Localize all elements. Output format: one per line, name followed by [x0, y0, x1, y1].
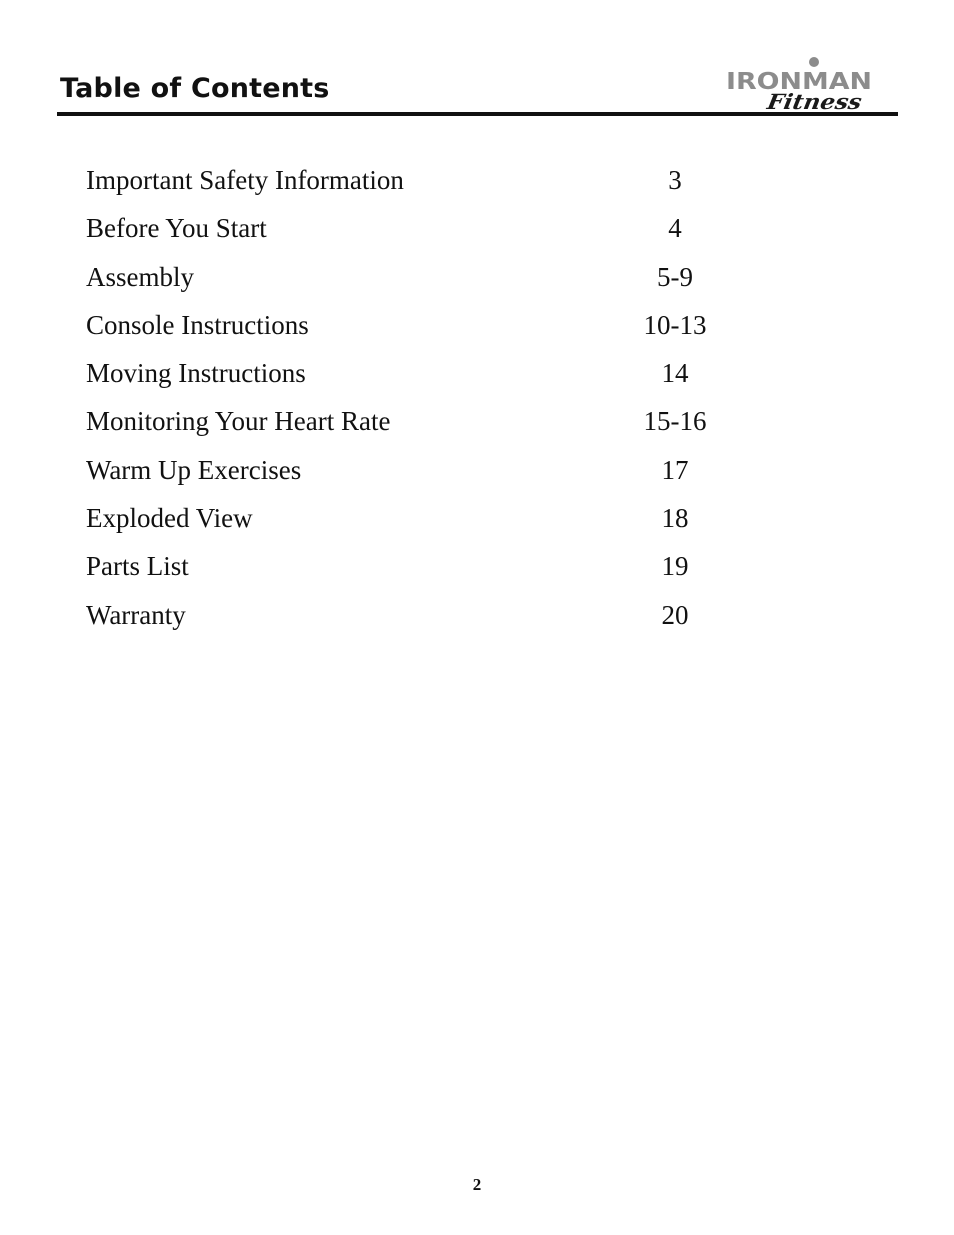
- toc-entry[interactable]: [86, 206, 786, 254]
- toc-entry[interactable]: [86, 255, 786, 303]
- toc-entry-page: 10-13: [643, 309, 707, 340]
- toc-entry-page: 3: [668, 165, 682, 195]
- page-title: Table of Contents: [60, 73, 330, 104]
- toc-entry-title: Parts List: [86, 551, 189, 582]
- toc-entry-title: Before You Start: [86, 213, 267, 244]
- toc-entry-page: 4: [668, 213, 682, 244]
- logo-dot: [809, 57, 819, 67]
- toc-entry-page: 20: [661, 599, 689, 630]
- toc-entry-page: 17: [661, 454, 689, 485]
- toc-entry[interactable]: [86, 399, 786, 447]
- toc-entry[interactable]: [86, 303, 786, 351]
- toc-list: [86, 158, 786, 641]
- toc-entry-title: Important Safety Information: [86, 165, 404, 195]
- page-number: 2: [472, 1175, 482, 1194]
- logo-brand-text: IRONMAN: [726, 69, 872, 95]
- toc-entry[interactable]: [86, 544, 786, 592]
- toc-entry-page: 19: [661, 551, 689, 582]
- toc-entry-page: 18: [661, 503, 689, 534]
- toc-entry[interactable]: [86, 158, 786, 206]
- toc-entry-title: Exploded View: [86, 503, 253, 534]
- toc-entry-page: 15-16: [643, 406, 707, 437]
- toc-entry-title: Assembly: [86, 261, 194, 292]
- toc-entry-title: Console Instructions: [86, 309, 309, 340]
- logo-script-text: Fitness: [765, 89, 855, 114]
- toc-entry-title: Warranty: [86, 599, 186, 630]
- toc-entry-title: Monitoring Your Heart Rate: [86, 406, 391, 437]
- ironman-fitness-logo: [724, 54, 876, 116]
- header-rule: [57, 112, 898, 116]
- toc-entry-title: Warm Up Exercises: [86, 454, 302, 485]
- toc-entry-title: Moving Instructions: [86, 358, 306, 389]
- toc-entry[interactable]: [86, 593, 786, 641]
- toc-entry-page: 5-9: [657, 261, 693, 292]
- toc-entry[interactable]: [86, 496, 786, 544]
- toc-entry[interactable]: [86, 448, 786, 496]
- toc-entry-page: 14: [661, 358, 689, 389]
- toc-entry[interactable]: [86, 351, 786, 399]
